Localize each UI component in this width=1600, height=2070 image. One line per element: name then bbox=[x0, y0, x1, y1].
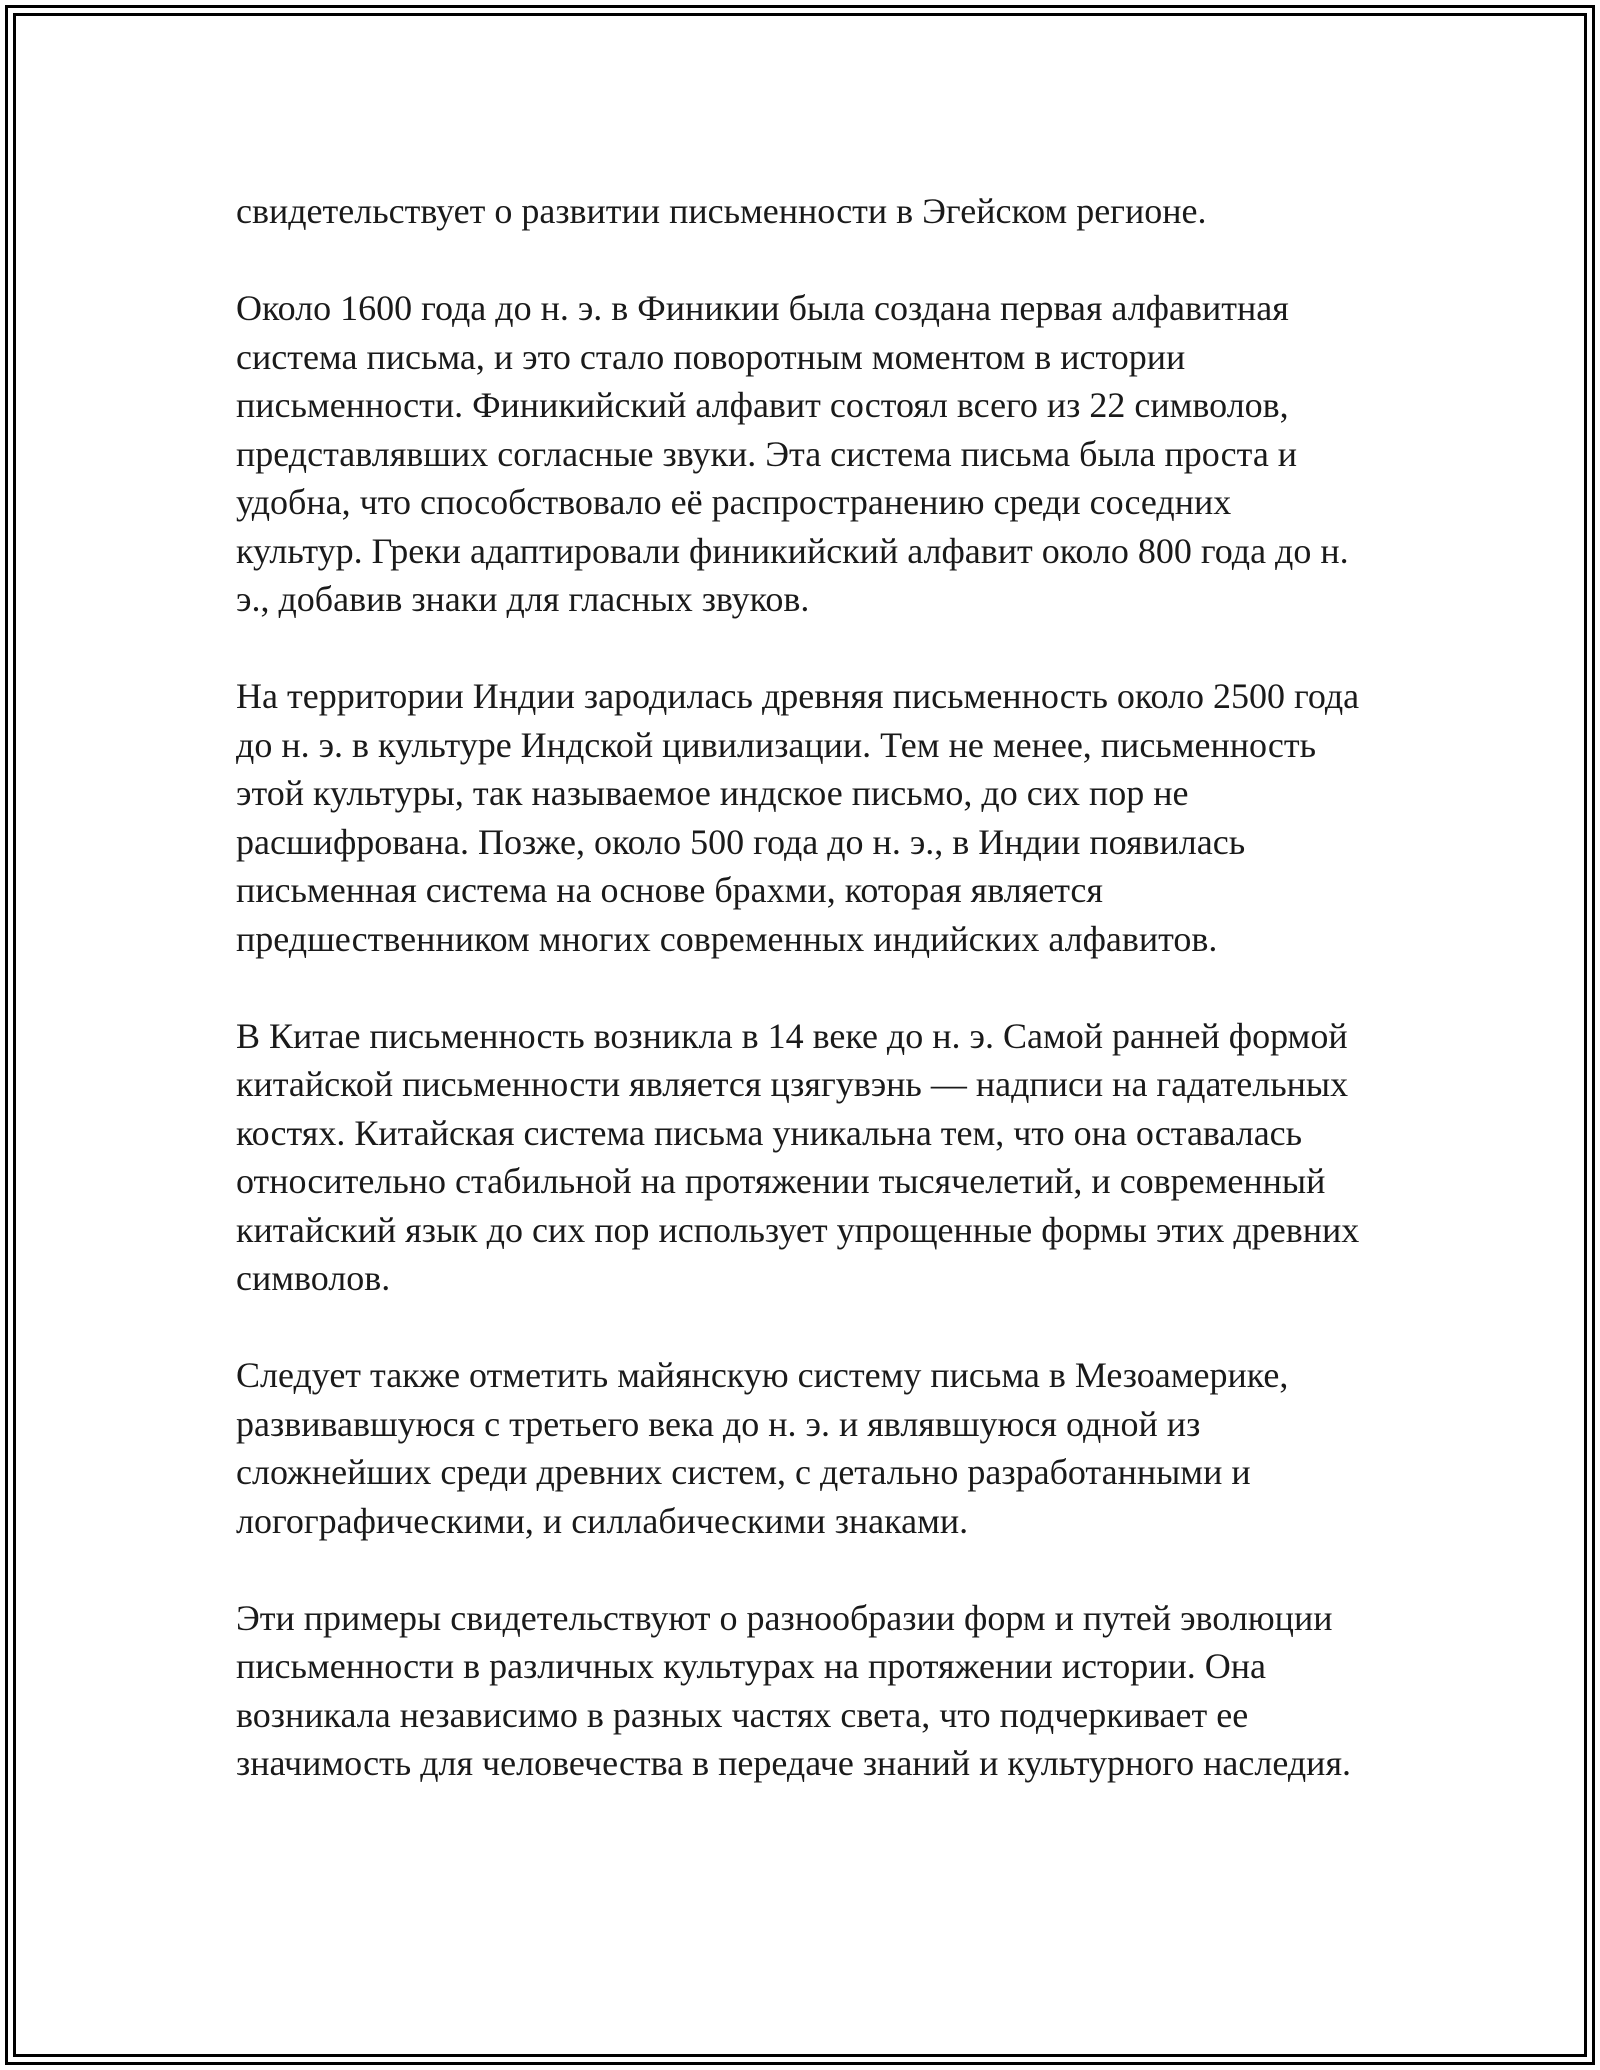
document-body bbox=[236, 187, 1366, 1836]
paragraph-phoenicia: Около 1600 года до н. э. в Финикии была создана первая алфавитная система письма, и это стало поворотным моментом в истории письменности. Финикийский алфавит состоял всего из 22 символов, представлявших согласные звуки. Эта система письма была проста и удобна, что способствовало её распространению среди соседних культур. Греки адаптировали финикийский алфавит около 800 года до н. э., добавив знаки для гласных звуков. bbox=[236, 288, 1349, 619]
paragraph-maya: Следует также отметить майянскую систему письма в Мезоамерике, развивавшуюся с третьего века до н. э. и являвшуюся одной из сложнейших среди древних систем, с детально разработанными и логографическими, и силлабическими знаками. bbox=[236, 1355, 1289, 1541]
paragraph-india: На территории Индии зародилась древняя письменность около 2500 года до н. э. в культуре Индской цивилизации. Тем не менее, письменность этой культуры, так называемое индское письмо, до сих пор не расшифрована. Позже, около 500 года до н. э., в Индии появилась письменная система на основе брахми, которая является предшественником многих современных индийских алфавитов. bbox=[236, 676, 1360, 959]
paragraph-aegean-continuation: свидетельствует о развитии письменности в Эгейском регионе. bbox=[236, 191, 1207, 231]
paragraph-china: В Китае письменность возникла в 14 веке до н. э. Самой ранней формой китайской письменности является цзягувэнь — надписи на гадательных костях. Китайская система письма уникальна тем, что она оставалась относительно стабильной на протяжении тысячелетий, и современный китайский язык до сих пор использует упрощенные формы этих древних символов. bbox=[236, 1015, 1360, 1298]
paragraph-conclusion: Эти примеры свидетельствуют о разнообразии форм и путей эволюции письменности в различных культурах на протяжении истории. Она возникала независимо в разных частях света, что подчеркивает ее значимость для человечества в передаче знаний и культурного наследия. bbox=[236, 1597, 1351, 1783]
